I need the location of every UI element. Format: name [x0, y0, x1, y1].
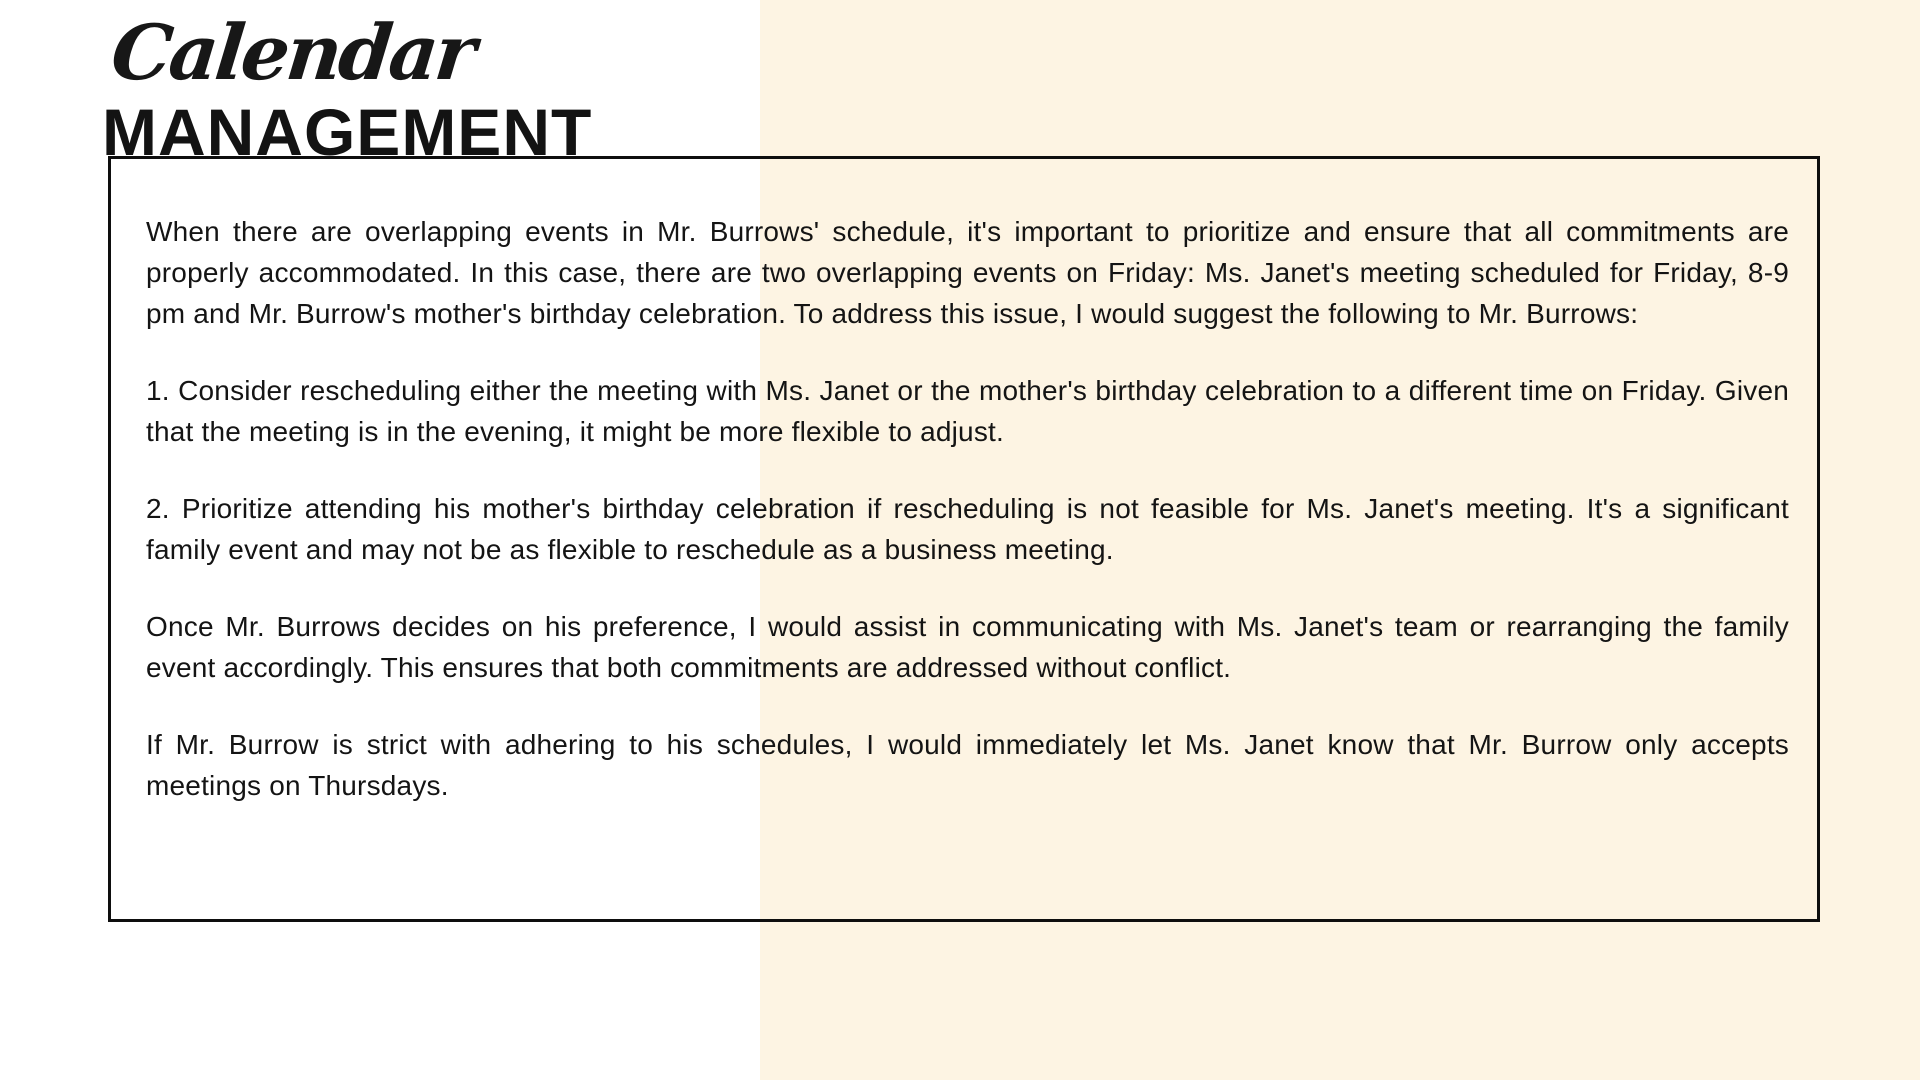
- answer-text-area: [146, 211, 1789, 842]
- paragraph-option-2: 2. Prioritize attending his mother's birthday celebration if rescheduling is not feasible for Ms. Janet's meeting. It's a significant family event and may not be as flexible to reschedule as a business meeting.: [146, 493, 1789, 565]
- paragraph-strict-schedule: If Mr. Burrow is strict with adhering to his schedules, I would immediately let Ms. Janet know that Mr. Burrow only accepts meetings on Thursdays.: [146, 729, 1789, 801]
- paragraph-option-1: 1. Consider rescheduling either the meeting with Ms. Janet or the mother's birthday celebration to a different time on Friday. Given that the meeting is in the evening, it might be more flexible to adjust.: [146, 375, 1789, 447]
- answer-text-box: [108, 156, 1820, 922]
- title-management: MANAGEMENT: [102, 95, 593, 169]
- paragraph-follow-up: Once Mr. Burrows decides on his preference, I would assist in communicating with Ms. Janet's team or rearranging the family event accordingly. This ensures that both commitments are addressed without conflict.: [146, 611, 1789, 683]
- paragraph-intro: When there are overlapping events in Mr. Burrows' schedule, it's important to prioritize and ensure that all commitments are properly accommodated. In this case, there are two overlapping events on Friday: Ms. Janet's meeting scheduled for Friday, 8-9 pm and Mr. Burrow's mother's birthday celebration. To address this issue, I would suggest the following to Mr. Burrows:: [146, 216, 1789, 329]
- title-script-calendar: Calendar: [107, 8, 478, 97]
